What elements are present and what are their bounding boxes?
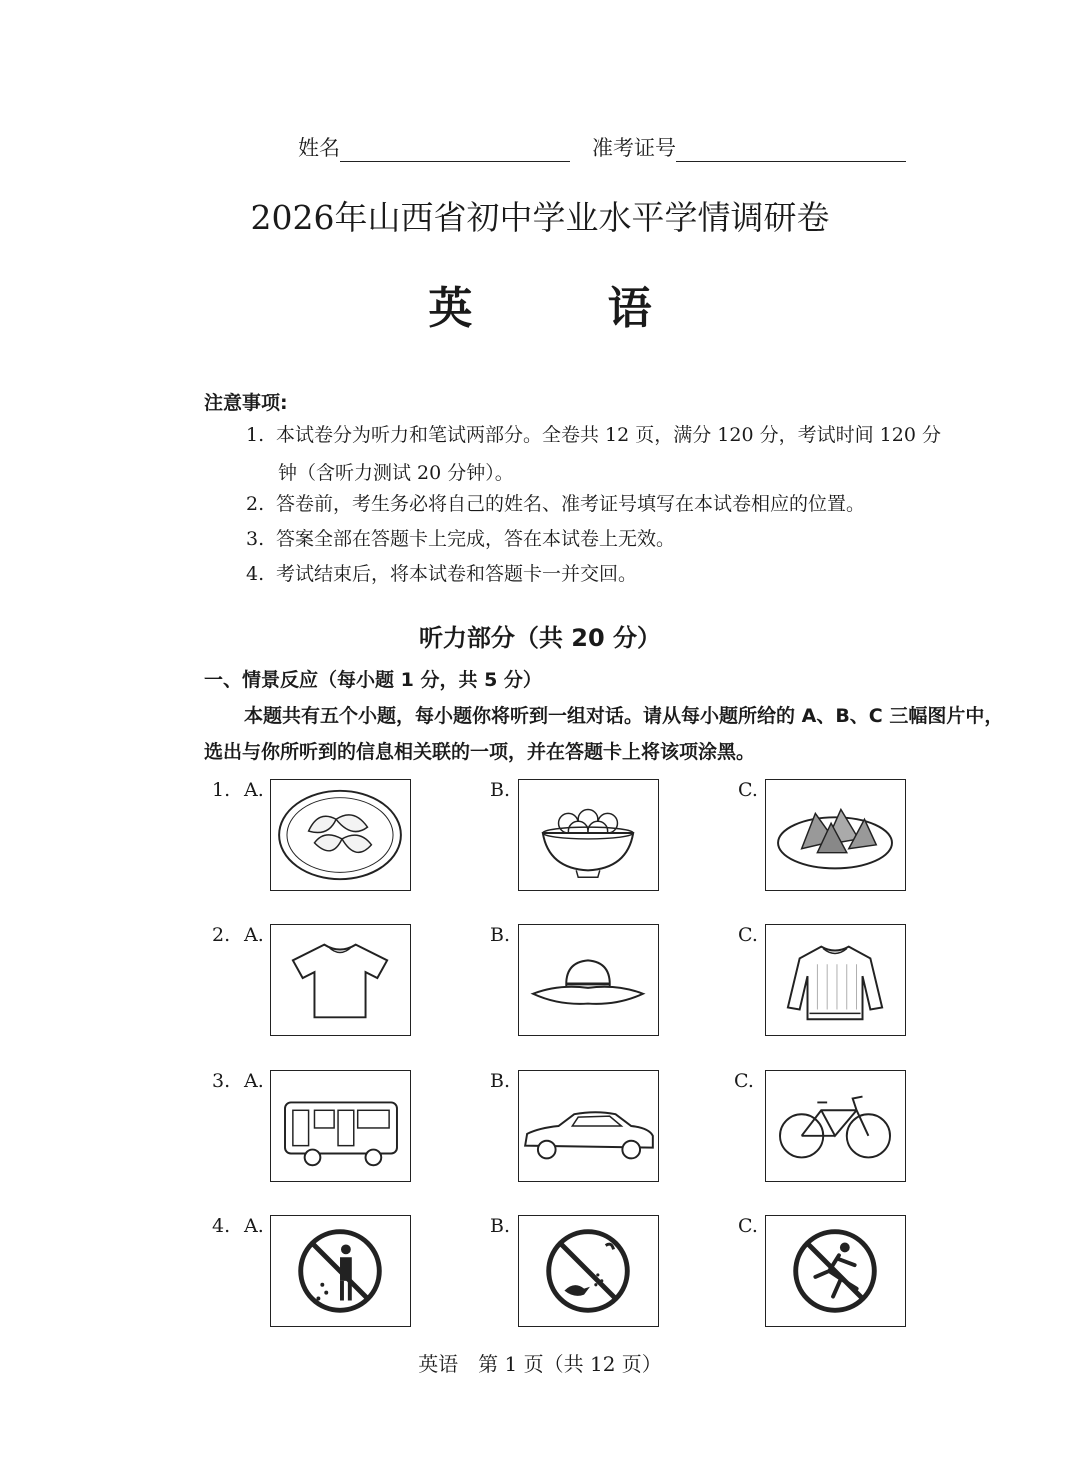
note-number: 2. [246, 493, 265, 515]
hat-icon[interactable] [518, 924, 659, 1036]
note-item [246, 487, 1006, 521]
note-text: 答案全部在答题卡上完成，答在本试卷上无效。 [276, 528, 676, 550]
option-label: C. [738, 1215, 758, 1237]
option-label: C. [738, 924, 758, 946]
part-one-heading: 一、情景反应（每小题 1 分，共 5 分） [204, 669, 542, 691]
option-label: A. [244, 924, 264, 946]
no-littering-icon[interactable] [270, 1215, 411, 1327]
car-icon[interactable] [518, 1070, 659, 1182]
zongzi-icon[interactable] [765, 779, 906, 891]
bus-icon[interactable] [270, 1070, 411, 1182]
option-label: C. [734, 1070, 754, 1092]
note-text: 考试结束后，将本试卷和答题卡一并交回。 [276, 563, 638, 585]
dumplings-icon[interactable] [270, 779, 411, 891]
question-number: 3. [212, 1070, 231, 1092]
question-number: 1. [212, 779, 231, 801]
sweater-icon[interactable] [765, 924, 906, 1036]
option-label: A. [244, 779, 264, 801]
option-label: A. [244, 1215, 264, 1237]
notes-heading: 注意事项: [204, 392, 288, 414]
subject-title: 英 语 [428, 283, 712, 334]
exam-id-label: 准考证号 [592, 136, 676, 160]
note-item [246, 522, 1006, 556]
question-number: 4. [212, 1215, 231, 1237]
name-blank [340, 137, 570, 162]
note-text: 答卷前，考生务必将自己的姓名、准考证号填写在本试卷相应的位置。 [276, 493, 866, 515]
note-item [246, 557, 1006, 591]
page-footer: 英语 第 1 页（共 12 页） [418, 1352, 662, 1376]
option-label: C. [738, 779, 758, 801]
option-label: A. [244, 1070, 264, 1092]
bicycle-icon[interactable] [765, 1070, 906, 1182]
listening-section-title: 听力部分（共 20 分） [418, 624, 662, 652]
option-label: B. [490, 1070, 511, 1092]
exam-title: 2026年山西省初中学业水平学情调研卷 [250, 198, 830, 237]
t-shirt-icon[interactable] [270, 924, 411, 1036]
note-text: 本试卷分为听力和笔试两部分。全卷共 12 页，满分 120 分，考试时间 120 分 [276, 424, 941, 446]
note-item [246, 418, 1006, 452]
question-number: 2. [212, 924, 231, 946]
note-number: 4. [246, 563, 265, 585]
option-label: B. [490, 1215, 511, 1237]
option-label: B. [490, 924, 511, 946]
no-feeding-icon[interactable] [518, 1215, 659, 1327]
option-label: B. [490, 779, 511, 801]
no-running-icon[interactable] [765, 1215, 906, 1327]
rice-balls-icon[interactable] [518, 779, 659, 891]
exam-id-blank [676, 137, 906, 162]
note-number: 3. [246, 528, 265, 550]
candidate-info-line [298, 132, 928, 162]
note-number: 1. [246, 424, 265, 446]
part-one-instruction: 本题共有五个小题，每小题你将听到一组对话。请从每小题所给的 A、B、C 三幅图片中，选出与你所听到的信息相关联的一项，并在答题卡上将该项涂黑。 [204, 705, 1004, 763]
note-continuation: 钟（含听力测试 20 分钟）。 [278, 462, 514, 484]
name-label: 姓名 [298, 136, 340, 160]
